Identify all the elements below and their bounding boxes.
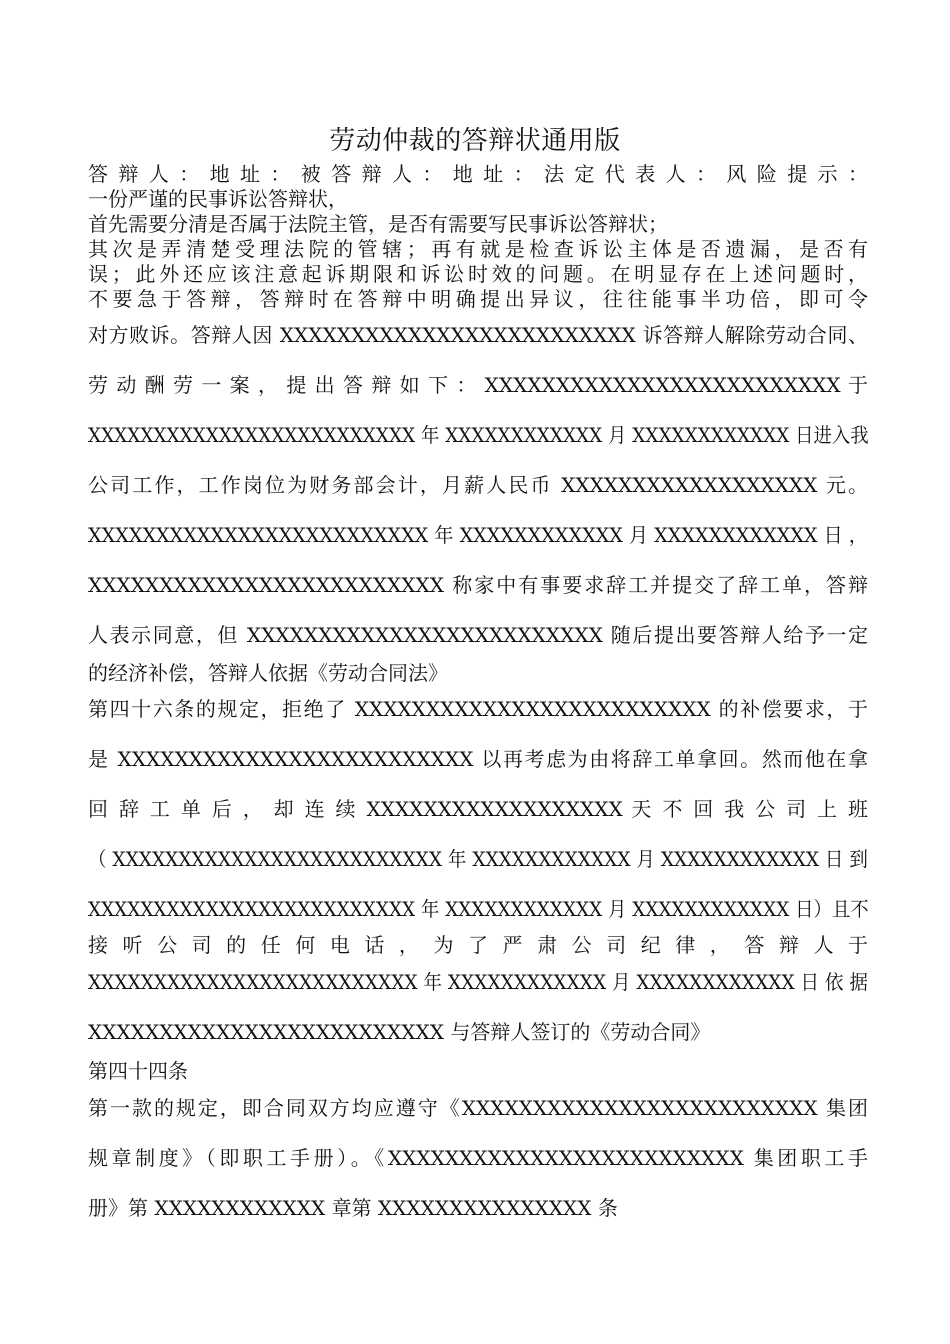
body-line: XXXXXXXXXXXXXXXXXXXXXXXXX 年 XXXXXXXXXXXX 月 XXXXXXXXXXXX 日 ，	[88, 523, 868, 547]
body-line: 是 XXXXXXXXXXXXXXXXXXXXXXXXX 以再考虑为由将辞工单拿回。然而他在拿	[88, 747, 868, 771]
body-line: 首先需要分清是否属于法院主管，是否有需要写民事诉讼答辩状；	[88, 212, 668, 236]
body-line: XXXXXXXXXXXXXXXXXXXXXXXXX 与答辩人签订的《劳动合同》	[88, 1020, 711, 1044]
body-line: 公司工作，工作岗位为财务部会计，月薪人民币 XXXXXXXXXXXXXXXXXX 元。	[88, 473, 868, 497]
body-line: 不要急于答辩，答辩时在答辩中明确提出异议，往往能事半功倍，即可令	[88, 287, 868, 311]
body-line: XXXXXXXXXXXXXXXXXXXXXXXXX 年 XXXXXXXXXXXX 月 XXXXXXXXXXXX 日）且不	[88, 897, 869, 921]
body-line: 册》第 XXXXXXXXXXXX 章第 XXXXXXXXXXXXXXX 条	[88, 1196, 618, 1220]
body-line: 回 辞 工 单 后 ， 却 连 续 XXXXXXXXXXXXXXXXXX 天 不 回 我 公 司 上 班	[88, 797, 868, 821]
body-line: 规章制度》（即职工手册）。《XXXXXXXXXXXXXXXXXXXXXXXXX 集团职工手	[88, 1146, 868, 1170]
body-line: 劳 动 酬 劳 一 案 ， 提 出 答 辩 如 下 ： XXXXXXXXXXXXXXXXXXXXXXXXX 于	[88, 373, 868, 397]
body-line: 一份严谨的民事诉讼答辩状，	[88, 187, 348, 211]
body-line: 人表示同意，但 XXXXXXXXXXXXXXXXXXXXXXXXX 随后提出要答辩人给予一定	[88, 623, 868, 647]
body-line: 对方败诉。答辩人因 XXXXXXXXXXXXXXXXXXXXXXXXX 诉答辩人解除劳动合同、	[88, 323, 868, 347]
document-title: 劳动仲裁的答辩状通用版	[329, 126, 621, 156]
body-line: （ XXXXXXXXXXXXXXXXXXXXXXXXX 年 XXXXXXXXXXXX 月 XXXXXXXXXXXX 日 到	[88, 847, 868, 871]
body-line: 第四十六条的规定，拒绝了 XXXXXXXXXXXXXXXXXXXXXXXXX 的补偿要求，于	[88, 697, 868, 721]
body-line: 其次是弄清楚受理法院的管辖；再有就是检查诉讼主体是否遗漏，是否有	[88, 237, 868, 261]
body-line: 第四十四条	[88, 1059, 188, 1083]
body-line: 的经济补偿，答辩人依据《劳动合同法》	[88, 661, 448, 685]
body-line: 误；此外还应该注意起诉期限和诉讼时效的问题。在明显存在上述问题时，	[88, 262, 868, 286]
body-line: 答辩人：地址：被答辩人：地址：法定代表人：风险提示：	[88, 162, 868, 186]
body-line: XXXXXXXXXXXXXXXXXXXXXXXXX 年 XXXXXXXXXXXX 月 XXXXXXXXXXXX 日进入我	[88, 423, 869, 447]
body-line: 接 听 公 司 的 任 何 电 话 ， 为 了 严 肃 公 司 纪 律 ， 答 辩 人 于	[88, 933, 868, 957]
body-line: XXXXXXXXXXXXXXXXXXXXXXXXX 年 XXXXXXXXXXXX 月 XXXXXXXXXXXX 日 依 据	[88, 970, 868, 994]
body-line: XXXXXXXXXXXXXXXXXXXXXXXXX 称家中有事要求辞工并提交了辞工单，答辩	[88, 573, 868, 597]
body-line: 第一款的规定，即合同双方均应遵守《XXXXXXXXXXXXXXXXXXXXXXXXX 集团	[88, 1096, 868, 1120]
